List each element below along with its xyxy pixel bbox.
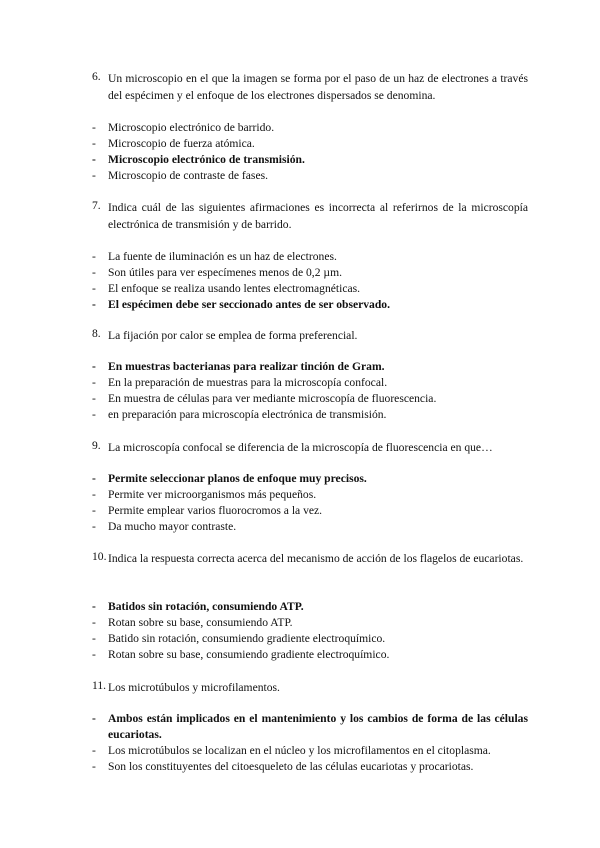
option <box>92 136 528 152</box>
dash-bullet: - <box>92 169 96 182</box>
option <box>92 743 528 759</box>
option <box>92 759 528 775</box>
option-text: Son los constituyentes del citoesqueleto de las células eucariotas y procariotas. <box>108 760 474 773</box>
options-9 <box>92 471 528 535</box>
question-number: 6. <box>92 70 101 83</box>
dash-bullet: - <box>92 137 96 150</box>
option <box>92 615 528 631</box>
dash-bullet: - <box>92 266 96 279</box>
question-text: La microscopía confocal se diferencia de la microscopía de fluorescencia en que… <box>108 441 493 454</box>
option <box>92 647 528 663</box>
dash-bullet: - <box>92 760 96 773</box>
question-8 <box>92 327 528 344</box>
dash-bullet: - <box>92 520 96 533</box>
option <box>92 407 528 423</box>
dash-bullet: - <box>92 153 96 166</box>
option-text: Microscopio de contraste de fases. <box>108 169 269 182</box>
option-correct <box>92 359 528 375</box>
dash-bullet: - <box>92 376 96 389</box>
question-number: 10. <box>92 550 107 563</box>
dash-bullet: - <box>92 250 96 263</box>
option-correct <box>92 152 528 168</box>
option <box>92 249 528 265</box>
option <box>92 631 528 647</box>
options-10 <box>92 599 528 663</box>
question-number: 9. <box>92 439 101 452</box>
question-number: 11. <box>92 679 107 692</box>
option-text: En muestras bacterianas para realizar tinción de Gram. <box>108 360 385 373</box>
question-text: Indica la respuesta correcta acerca del mecanismo de acción de los flagelos de eucariotas. <box>108 552 524 565</box>
option-correct <box>92 471 528 487</box>
option-text: Microscopio electrónico de transmisión. <box>108 153 305 166</box>
question-6 <box>92 70 528 104</box>
question-number: 7. <box>92 199 101 212</box>
question-9 <box>92 439 528 456</box>
dash-bullet: - <box>92 282 96 295</box>
dash-bullet: - <box>92 648 96 661</box>
option-text: Permite seleccionar planos de enfoque muy precisos. <box>108 472 367 485</box>
question-text: Indica cuál de las siguientes afirmaciones es incorrecta al referirnos de la microscopía electrónica de transmisión y de barrido. <box>108 201 528 231</box>
question-11 <box>92 679 528 696</box>
option-text: Batidos sin rotación, consumiendo ATP. <box>108 600 304 613</box>
option <box>92 265 528 281</box>
dash-bullet: - <box>92 504 96 517</box>
options-7 <box>92 249 528 313</box>
option <box>92 487 528 503</box>
dash-bullet: - <box>92 472 96 485</box>
option <box>92 120 528 136</box>
options-6 <box>92 120 528 184</box>
option-text: El espécimen debe ser seccionado antes de ser observado. <box>108 298 390 311</box>
option-text: Microscopio de fuerza atómica. <box>108 137 255 150</box>
option-text: Permite emplear varios fluorocromos a la vez. <box>108 504 323 517</box>
question-10 <box>92 550 528 567</box>
option-text: Los microtúbulos se localizan en el núcleo y los microfilamentos en el citoplasma. <box>108 744 491 757</box>
option-text: Rotan sobre su base, consumiendo gradiente electroquímico. <box>108 648 390 661</box>
question-text: Un microscopio en el que la imagen se forma por el paso de un haz de electrones a través del espécimen y el enfoque de los electrones dispersados se denomina. <box>108 72 528 102</box>
question-text: La fijación por calor se emplea de forma preferencial. <box>108 329 358 342</box>
option-text: La fuente de iluminación es un haz de electrones. <box>108 250 337 263</box>
dash-bullet: - <box>92 392 96 405</box>
dash-bullet: - <box>92 360 96 373</box>
dash-bullet: - <box>92 408 96 421</box>
question-text: Los microtúbulos y microfilamentos. <box>108 681 280 694</box>
question-7 <box>92 199 528 233</box>
option-correct <box>92 599 528 615</box>
option-text: en preparación para microscopía electrónica de transmisión. <box>108 408 387 421</box>
option-text: En muestra de células para ver mediante microscopía de fluorescencia. <box>108 392 437 405</box>
question-number: 8. <box>92 327 101 340</box>
option-text: Da mucho mayor contraste. <box>108 520 237 533</box>
options-8 <box>92 359 528 423</box>
option <box>92 168 528 184</box>
option-text: El enfoque se realiza usando lentes electromagnéticas. <box>108 282 361 295</box>
dash-bullet: - <box>92 488 96 501</box>
option-text: Permite ver microorganismos más pequeños. <box>108 488 317 501</box>
option-text: Son útiles para ver especímenes menos de 0,2 µm. <box>108 266 342 279</box>
option <box>92 281 528 297</box>
option-correct <box>92 297 528 313</box>
dash-bullet: - <box>92 600 96 613</box>
dash-bullet: - <box>92 744 96 757</box>
option-text: Ambos están implicados en el mantenimiento y los cambios de forma de las células eucariotas. <box>108 712 528 741</box>
options-11 <box>92 711 528 775</box>
option-text: Microscopio electrónico de barrido. <box>108 121 275 134</box>
option-text: Batido sin rotación, consumiendo gradiente electroquímico. <box>108 632 386 645</box>
option-text: En la preparación de muestras para la microscopía confocal. <box>108 376 388 389</box>
dash-bullet: - <box>92 298 96 311</box>
option <box>92 519 528 535</box>
dash-bullet: - <box>92 712 96 725</box>
option <box>92 375 528 391</box>
option-correct <box>92 711 528 743</box>
dash-bullet: - <box>92 616 96 629</box>
option <box>92 503 528 519</box>
option-text: Rotan sobre su base, consumiendo ATP. <box>108 616 293 629</box>
option <box>92 391 528 407</box>
dash-bullet: - <box>92 632 96 645</box>
dash-bullet: - <box>92 121 96 134</box>
